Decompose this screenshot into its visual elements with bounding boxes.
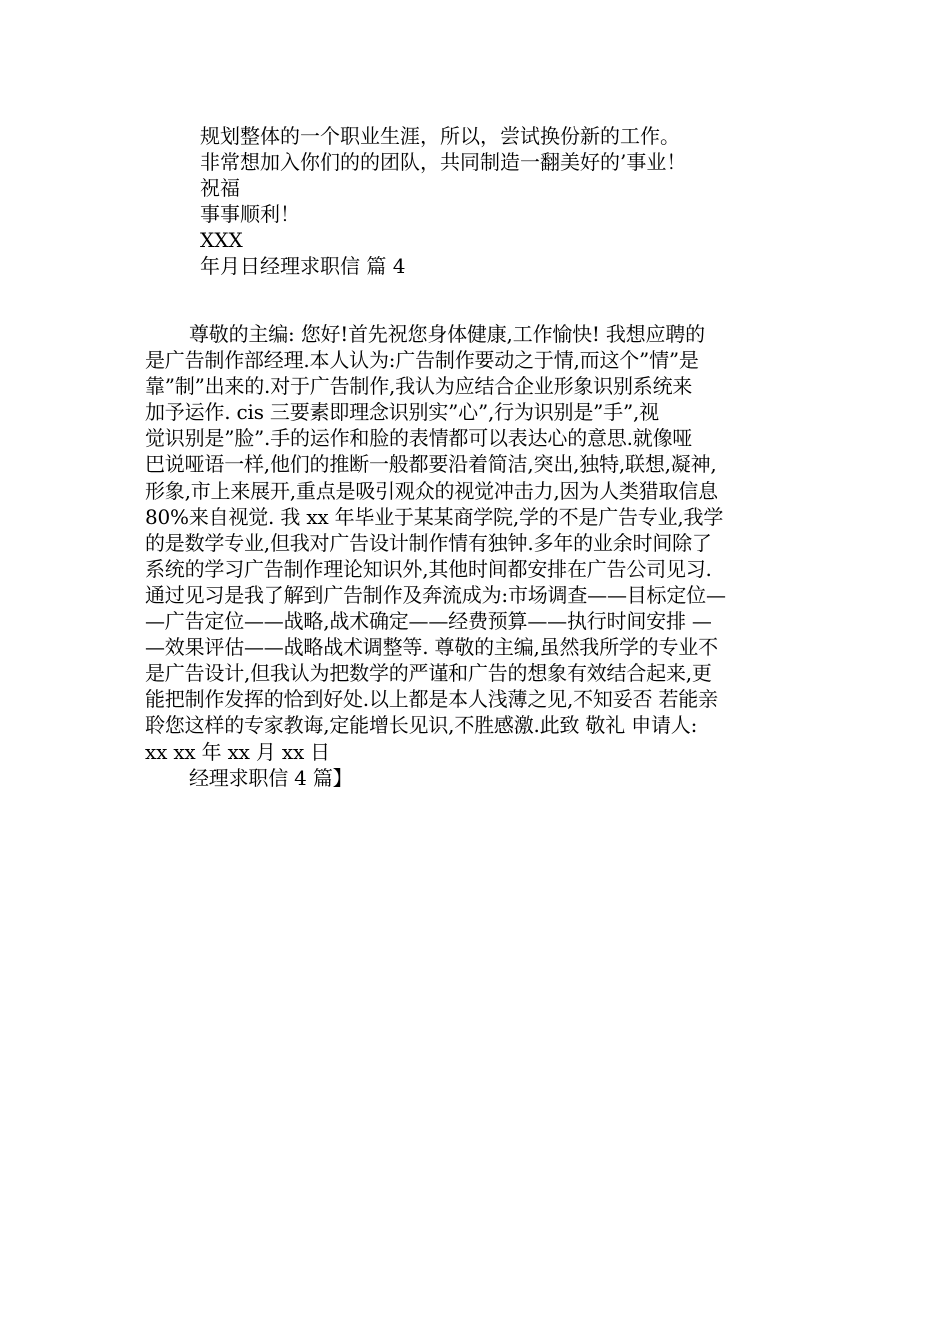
body-line: 觉识别是”脸”.手的运作和脸的表情都可以表达心的意思.就像哑 bbox=[145, 426, 693, 451]
body-line: 聆您这样的专家教诲,定能增长见识,不胜感激.此致 敬礼 申请人: bbox=[145, 713, 698, 738]
closing-line: 非常想加入你们的的团队，共同制造一翻美好的’事业！ bbox=[200, 150, 687, 174]
body-line: 80%来自视觉. 我 xx 年毕业于某某商学院,学的不是广告专业,我学 bbox=[145, 504, 724, 529]
body-line: 通过见习是我了解到广告制作及奔流成为:市场调查——目标定位— bbox=[145, 582, 726, 607]
closing-greeting: 祝福 bbox=[200, 176, 240, 200]
body-line: —广告定位——战略,战术确定——经费预算——执行时间安排 — bbox=[145, 609, 712, 634]
body-line: 能把制作发挥的恰到好处.以上都是本人浅薄之见,不知妥否 若能亲 bbox=[145, 687, 718, 712]
body-line: 是广告制作部经理.本人认为:广告制作要动之于情,而这个”情”是 bbox=[145, 348, 699, 373]
footer-title: 经理求职信 4 篇】 bbox=[189, 765, 353, 790]
body-line: 加予运作. cis 三要素即理念识别实”心”,行为识别是”手”,视 bbox=[145, 400, 659, 425]
body-line: 靠”制”出来的.对于广告制作,我认为应结合企业形象识别系统来 bbox=[145, 374, 693, 399]
date-line: xx xx 年 xx 月 xx 日 bbox=[145, 739, 330, 764]
closing-wish: 事事顺利！ bbox=[200, 202, 300, 226]
letter-body-block bbox=[145, 321, 815, 791]
body-line: 是广告设计,但我认为把数学的严谨和广告的想象有效结合起来,更 bbox=[145, 661, 712, 686]
section-heading: 年月日经理求职信 篇 4 bbox=[200, 254, 406, 278]
body-line: 形象,市上来展开,重点是吸引观众的视觉冲击力,因为人类猎取信息 bbox=[145, 478, 718, 503]
body-line: 巴说哑语一样,他们的推断一般都要沿着简洁,突出,独特,联想,凝神, bbox=[145, 452, 717, 477]
body-line: 的是数学专业,但我对广告设计制作情有独钟.多年的业余时间除了 bbox=[145, 530, 712, 555]
body-line: 系统的学习广告制作理论知识外,其他时间都安排在广告公司见习. bbox=[145, 556, 712, 581]
body-line: —效果评估——战略战术调整等. 尊敬的主编,虽然我所学的专业不 bbox=[145, 635, 718, 660]
letter-closing-block bbox=[200, 123, 820, 279]
body-line: 尊敬的主编: 您好!首先祝您身体健康,工作愉快! 我想应聘的 bbox=[189, 322, 705, 346]
closing-signature: XXX bbox=[200, 228, 243, 252]
closing-line: 规划整体的一个职业生涯，所以，尝试换份新的工作。 bbox=[200, 124, 680, 148]
